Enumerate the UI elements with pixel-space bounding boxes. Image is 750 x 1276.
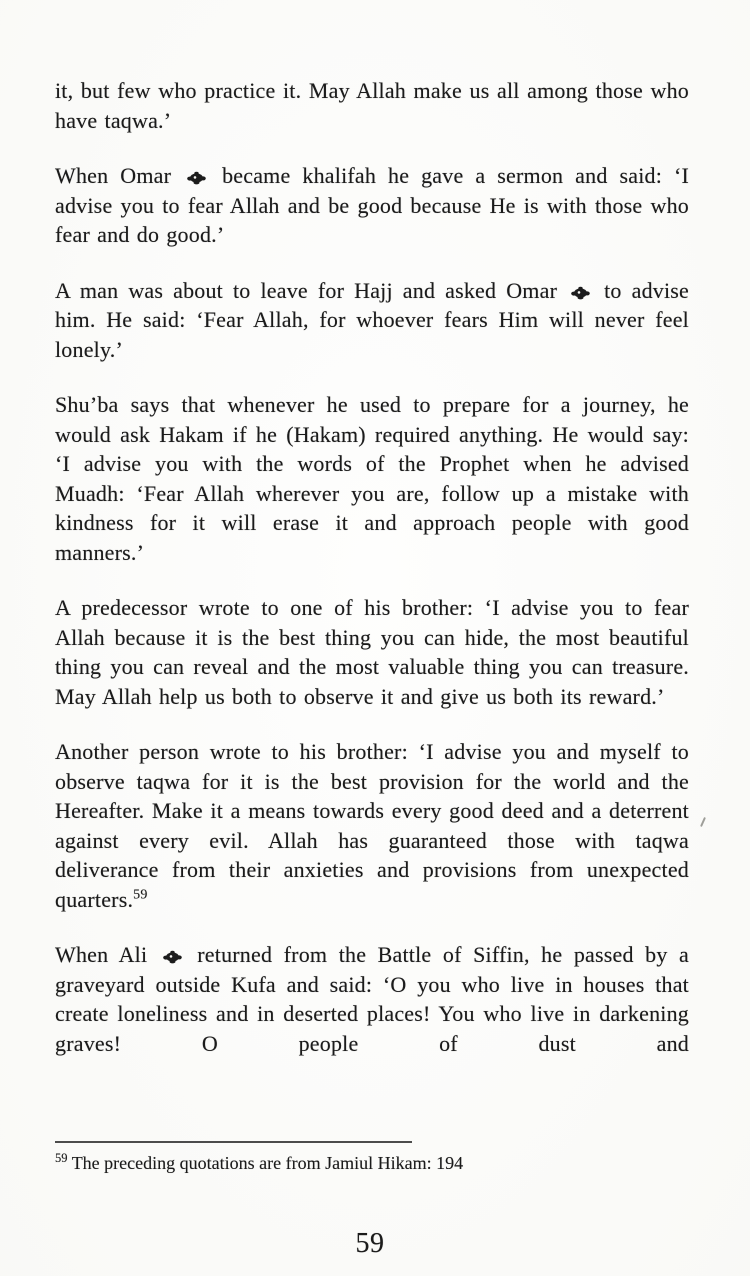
paragraph-text: A predecessor wrote to one of his brother: ‘I advise you to fear Allah because it is the best thing you can hide, the most beautiful thing you can reveal and the most valuable thing you can treasure. May Allah help us both to observe it and give us both its reward.’: [55, 595, 689, 709]
paragraph: [55, 593, 689, 711]
page-number: 59: [355, 1228, 385, 1259]
paragraph-text: returned from the Battle of Siffin, he passed by a graveyard outside Kufa and said: ‘O you who live in houses that create loneliness and in deserted places! You who live in darkening graves! O people of dust and: [55, 942, 689, 1056]
scan-artifact: [700, 817, 706, 827]
page-body: [55, 76, 689, 1058]
paragraph-text: When Omar: [55, 163, 172, 188]
paragraph: [55, 76, 689, 135]
paragraph: [55, 161, 689, 250]
paragraph-text: it, but few who practice it. May Allah make us all among those who have taqwa.’: [55, 78, 689, 133]
paragraph: [55, 737, 689, 914]
paragraph: [55, 940, 689, 1058]
radiallahu-anhu-icon: [186, 171, 207, 185]
paragraph-text: Shu’ba says that whenever he used to prepare for a journey, he would ask Hakam if he (Hakam) required anything. He would say: ‘I advise you with the words of the Prophet when he advised Muadh: ‘Fear Allah wherever you are, follow up a mistake with kindness for it will erase it and approach people with good manners.’: [55, 392, 689, 565]
paragraph-text: A man was about to leave for Hajj and asked Omar: [55, 277, 558, 303]
footnote-marker: 59: [55, 1151, 68, 1165]
radiallahu-anhu-icon: [162, 950, 183, 964]
footnote-reference: 59: [133, 887, 148, 903]
footnote: [55, 1151, 689, 1175]
radiallahu-anhu-icon: [570, 286, 591, 300]
footnote-section: [55, 1141, 689, 1175]
paragraph: [55, 390, 689, 567]
paragraph-text: When Ali: [55, 942, 148, 967]
footnote-divider: [55, 1141, 412, 1143]
paragraph-text: became khalifah he gave a sermon and said: ‘I advise you to fear Allah and be good because He is with those who fear and do good.’: [55, 163, 690, 247]
paragraph-text: to advise him. He said: ‘Fear Allah, for whoever fears Him will never feel lonely.’: [55, 277, 690, 362]
footnote-text: The preceding quotations are from Jamiul Hikam: 194: [71, 1153, 464, 1173]
paragraph: [55, 276, 689, 365]
paragraph-text: Another person wrote to his brother: ‘I advise you and myself to observe taqwa for it is the best provision for the world and the Hereafter. Make it a means towards every good deed and a deterrent against every evil. Allah has guaranteed those with taqwa deliverance from their anxieties and provisions from unexpected quarters.: [55, 739, 689, 912]
